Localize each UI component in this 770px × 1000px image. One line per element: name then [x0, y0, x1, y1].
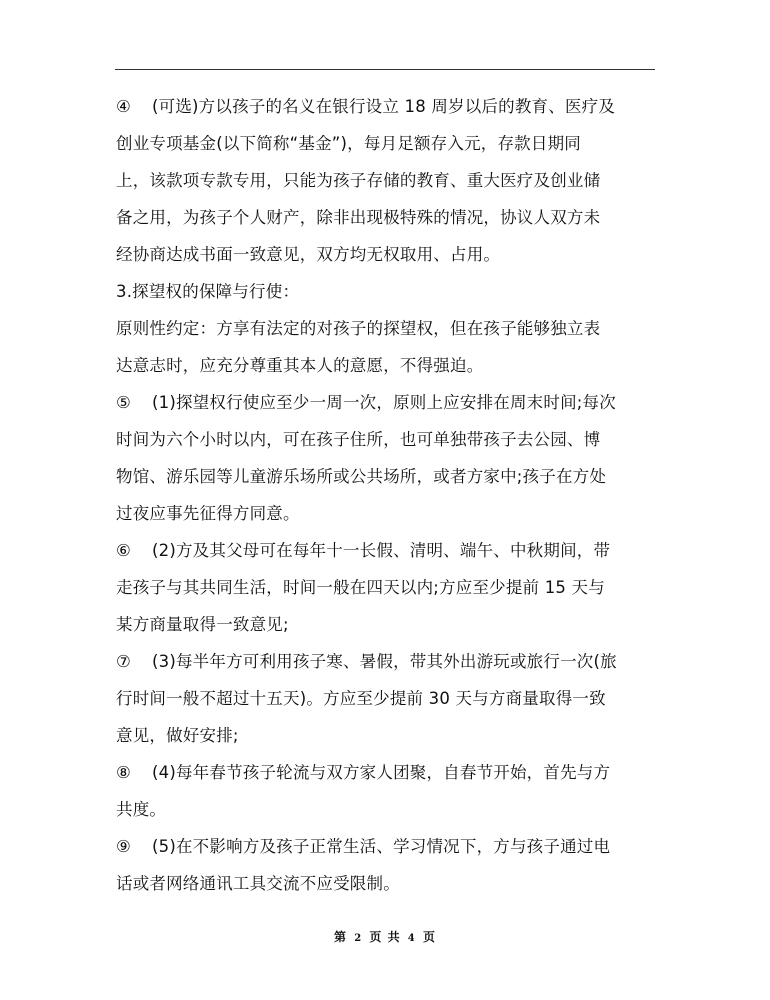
line-text: (1)探望权行使应至少一周一次，原则上应安排在周末时间;每次 [152, 393, 616, 412]
text-line [116, 273, 661, 310]
item-number: ⑧ [116, 763, 131, 782]
line-text: 经协商达成书面一致意见，双方均无权取用、占用。 [116, 245, 501, 264]
text-line [116, 680, 661, 717]
text-line [116, 162, 661, 199]
text-line [116, 791, 661, 828]
item-number: ⑦ [116, 652, 131, 671]
footer-total-pages: 4 [407, 933, 416, 944]
text-line [116, 310, 661, 347]
line-text: 共度。 [116, 800, 167, 819]
text-line [116, 88, 661, 125]
item-number: ⑥ [116, 541, 131, 560]
text-line [116, 125, 661, 162]
line-text: 话或者网络通讯工具交流不应受限制。 [116, 874, 400, 893]
text-line [116, 754, 661, 791]
line-text: 达意志时，应充分尊重其本人的意愿，不得强迫。 [116, 356, 484, 375]
text-line [116, 236, 661, 273]
text-line [116, 828, 661, 865]
text-line [116, 421, 661, 458]
item-number: ④ [116, 97, 131, 116]
line-text: 某方商量取得一致意见; [116, 615, 289, 634]
text-line [116, 458, 661, 495]
line-text: 原则性约定：方享有法定的对孩子的探望权，但在孩子能够独立表 [116, 319, 601, 338]
page-footer [0, 928, 770, 945]
text-line [116, 606, 661, 643]
text-line [116, 643, 661, 680]
line-text: 3.探望权的保障与行使： [116, 282, 300, 301]
text-line [116, 865, 661, 902]
header-rule [115, 69, 655, 70]
line-text: 行时间一般不超过十五天)。方应至少提前 30 天与方商量取得一致 [116, 689, 606, 708]
line-text: 走孩子与其共同生活，时间一般在四天以内;方应至少提前 15 天与 [116, 578, 605, 597]
line-text: 过夜应事先征得方同意。 [116, 504, 300, 523]
line-text: (5)在不影响方及孩子正常生活、学习情况下，方与孩子通过电 [152, 837, 611, 856]
footer-prefix: 第 [334, 930, 348, 944]
footer-suffix: 页 [422, 930, 436, 944]
text-line [116, 569, 661, 606]
text-line [116, 495, 661, 532]
line-text: 意见，做好安排; [116, 726, 239, 745]
line-text: (可选)方以孩子的名义在银行设立 18 周岁以后的教育、医疗及 [152, 97, 616, 116]
line-text: (3)每半年方可利用孩子寒、暑假，带其外出游玩或旅行一次(旅 [152, 652, 617, 671]
line-text: (4)每年春节孩子轮流与双方家人团聚，自春节开始，首先与方 [152, 763, 611, 782]
line-text: 备之用，为孩子个人财产，除非出现极特殊的情况，协议人双方未 [116, 208, 601, 227]
document-body [116, 88, 661, 902]
item-number: ⑤ [116, 393, 131, 412]
line-text: 创业专项基金(以下简称“基金”)，每月足额存入元，存款日期同 [116, 134, 581, 153]
line-text: (2)方及其父母可在每年十一长假、清明、端午、中秋期间，带 [152, 541, 611, 560]
text-line [116, 532, 661, 569]
text-line [116, 384, 661, 421]
line-text: 时间为六个小时以内，可在孩子住所，也可单独带孩子去公园、博 [116, 430, 601, 449]
text-line [116, 347, 661, 384]
text-line [116, 199, 661, 236]
line-text: 物馆、游乐园等儿童游乐场所或公共场所，或者方家中;孩子在方处 [116, 467, 607, 486]
footer-current-page: 2 [354, 933, 363, 944]
item-number: ⑨ [116, 837, 131, 856]
line-text: 上，该款项专款专用，只能为孩子存储的教育、重大医疗及创业储 [116, 171, 601, 190]
footer-middle: 页 共 [369, 930, 401, 944]
text-line [116, 717, 661, 754]
